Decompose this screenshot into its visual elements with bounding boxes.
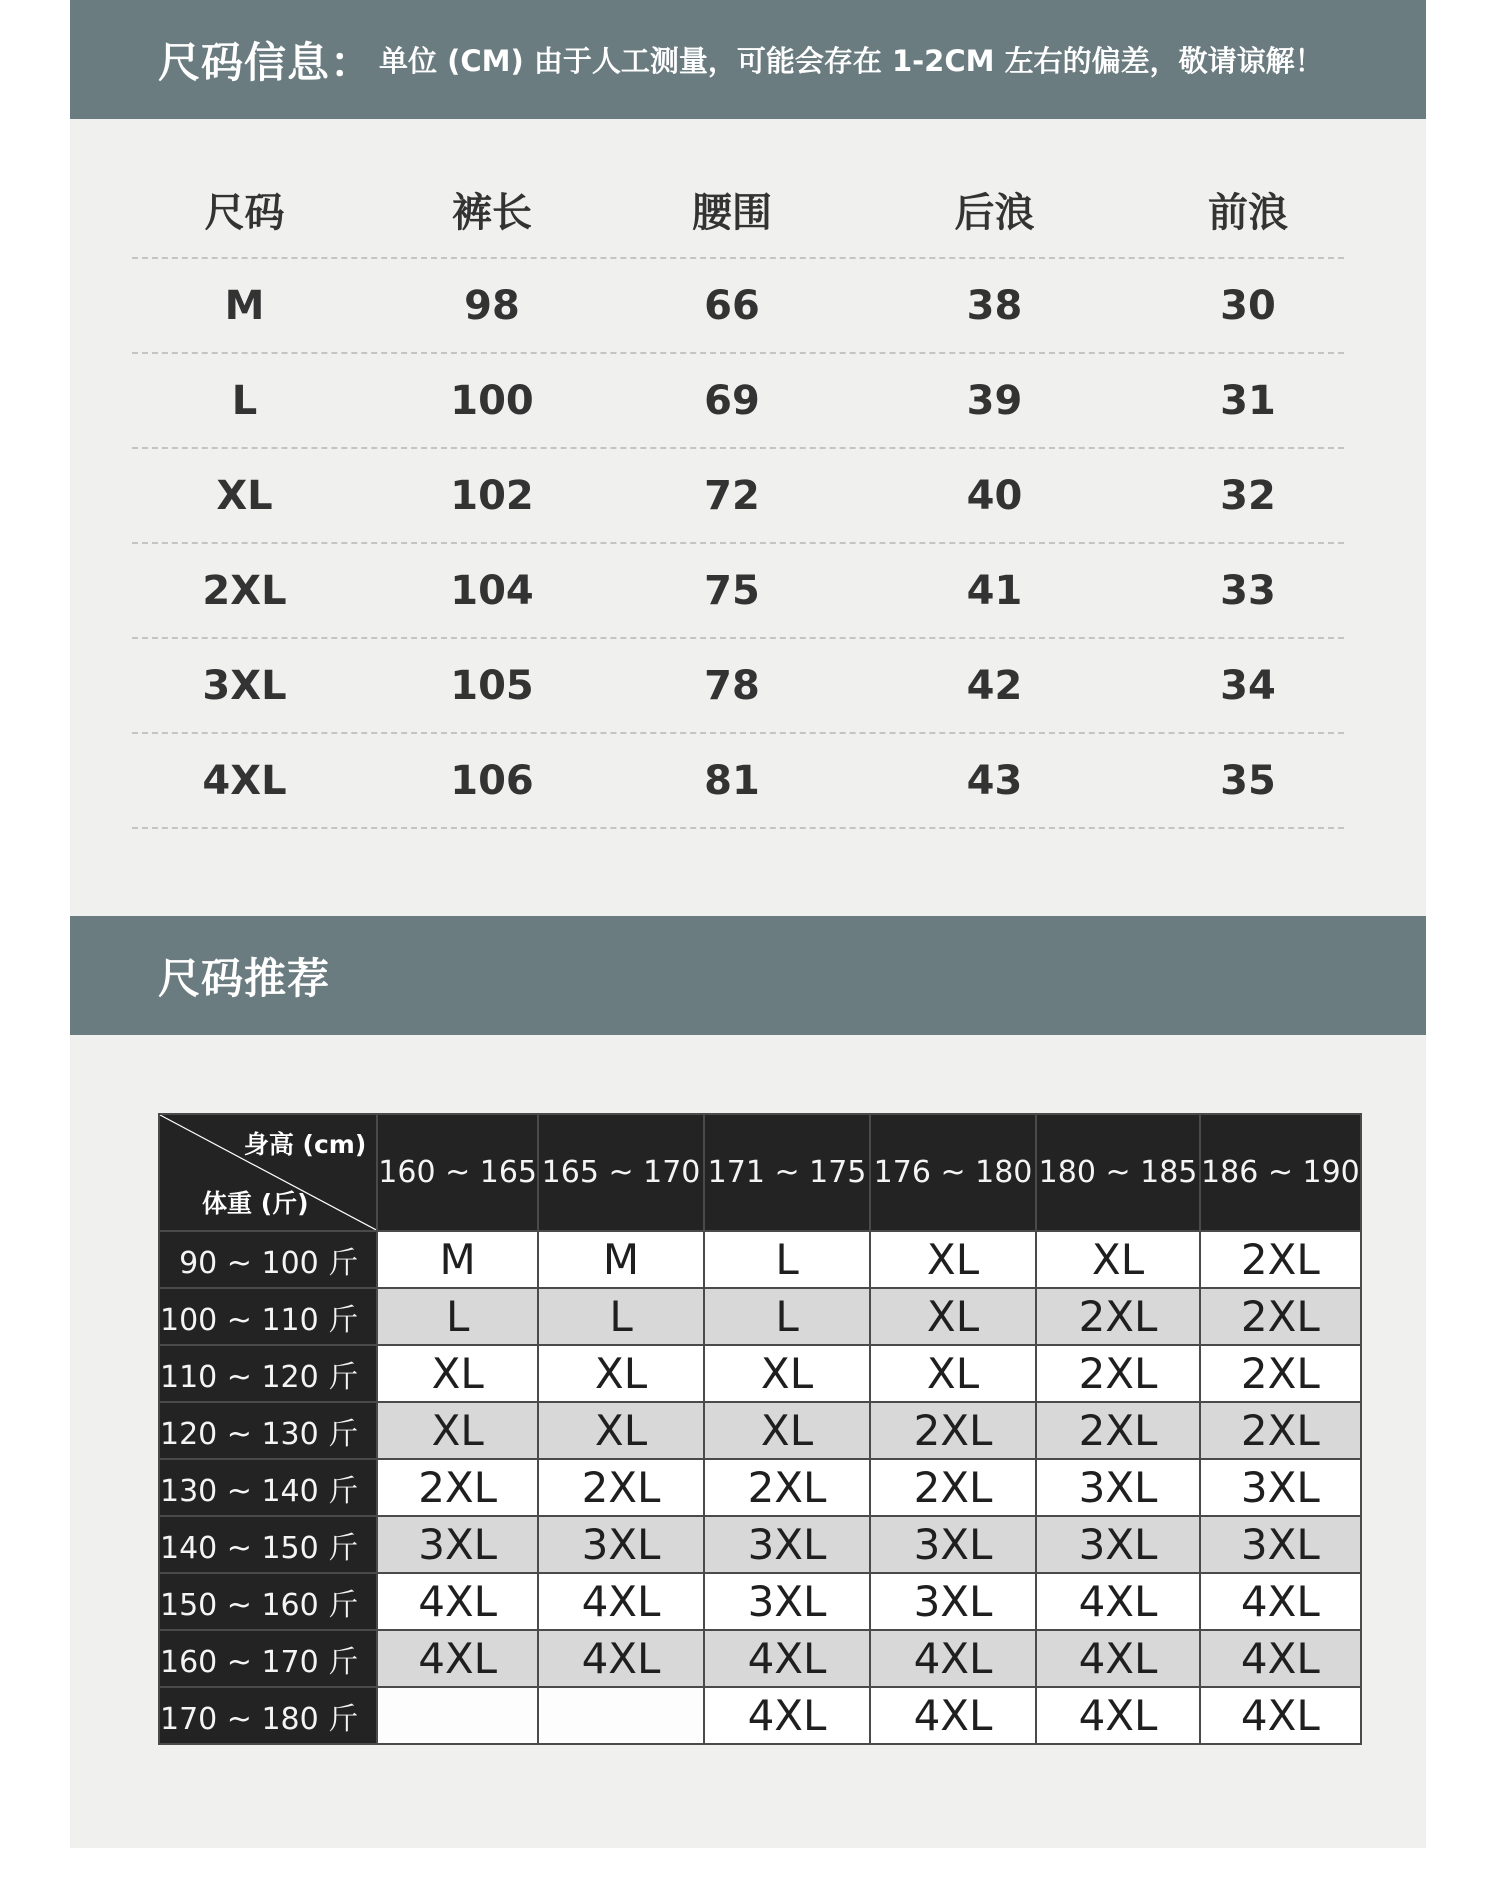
size-cell-front-rise: 33 [1220, 567, 1276, 614]
recommended-size-cell: 3XL [1036, 1516, 1200, 1573]
recommended-size-cell: 2XL [870, 1402, 1036, 1459]
recommended-size-cell: 3XL [1036, 1459, 1200, 1516]
recommended-size-cell: XL [538, 1345, 704, 1402]
size-info-table [132, 162, 1344, 829]
size-cell-size: XL [216, 472, 273, 519]
recommended-size-cell: 3XL [704, 1573, 870, 1630]
recommended-size-cell: L [704, 1288, 870, 1345]
size-cell-front-rise: 32 [1220, 472, 1276, 519]
recommended-size-cell: 4XL [538, 1573, 704, 1630]
size-row [132, 734, 1344, 829]
corner-height-label: 身高 (cm) [243, 1130, 367, 1159]
weight-range-label: 140 ~ 150 斤 [159, 1516, 377, 1573]
size-cell-waist: 72 [704, 472, 760, 519]
recommended-size-cell: 4XL [1200, 1687, 1361, 1744]
recommended-size-cell: 2XL [377, 1459, 538, 1516]
recommended-size-cell: L [538, 1288, 704, 1345]
size-cell-pants-length: 106 [450, 757, 534, 804]
size-recommend-grid [158, 1113, 1362, 1745]
size-cell-pants-length: 104 [450, 567, 534, 614]
header-front-rise: 前浪 [1208, 190, 1288, 236]
height-header-row [159, 1114, 1361, 1231]
height-range-header: 165 ~ 170 [538, 1114, 704, 1231]
recommended-size-cell: 4XL [1036, 1687, 1200, 1744]
recommended-size-cell: 2XL [1200, 1231, 1361, 1288]
weight-range-label: 170 ~ 180 斤 [159, 1687, 377, 1744]
size-info-banner [70, 0, 1426, 119]
recommended-size-cell: XL [870, 1288, 1036, 1345]
recommended-size-cell: 3XL [870, 1573, 1036, 1630]
recommended-size-cell: 2XL [1036, 1402, 1200, 1459]
recommended-size-cell: 4XL [870, 1630, 1036, 1687]
header-waist: 腰围 [692, 190, 772, 236]
corner-cell [159, 1114, 377, 1231]
weight-range-label: 130 ~ 140 斤 [159, 1459, 377, 1516]
recommended-size-cell: XL [870, 1231, 1036, 1288]
weight-range-label: 120 ~ 130 斤 [159, 1402, 377, 1459]
size-recommend-panel [70, 916, 1426, 1848]
size-cell-waist: 81 [704, 757, 760, 804]
size-recommend-banner [70, 916, 1426, 1035]
weight-row [159, 1345, 1361, 1402]
weight-row [159, 1687, 1361, 1744]
size-row [132, 544, 1344, 639]
recommended-size-cell: M [377, 1231, 538, 1288]
size-cell-size: 3XL [202, 662, 287, 709]
weight-row [159, 1402, 1361, 1459]
recommended-size-cell: 4XL [704, 1630, 870, 1687]
size-cell-front-rise: 34 [1220, 662, 1276, 709]
weight-row [159, 1288, 1361, 1345]
weight-range-label: 110 ~ 120 斤 [159, 1345, 377, 1402]
recommended-size-cell: 2XL [1200, 1402, 1361, 1459]
size-row [132, 449, 1344, 544]
recommended-size-cell: 3XL [704, 1516, 870, 1573]
size-table-header [132, 162, 1344, 259]
size-cell-waist: 75 [704, 567, 760, 614]
recommended-size-cell: 3XL [1200, 1459, 1361, 1516]
weight-range-label: 90 ~ 100 斤 [159, 1231, 377, 1288]
size-cell-front-rise: 35 [1220, 757, 1276, 804]
weight-range-label: 150 ~ 160 斤 [159, 1573, 377, 1630]
size-cell-back-rise: 40 [966, 472, 1023, 519]
weight-row [159, 1231, 1361, 1288]
size-cell-size: M [224, 282, 265, 329]
recommended-size-cell: 4XL [377, 1630, 538, 1687]
size-cell-back-rise: 42 [966, 662, 1023, 709]
recommended-size-cell: M [538, 1231, 704, 1288]
recommended-size-cell: 2XL [538, 1459, 704, 1516]
size-cell-pants-length: 105 [450, 662, 534, 709]
recommended-size-cell: 2XL [1036, 1288, 1200, 1345]
weight-range-label: 160 ~ 170 斤 [159, 1630, 377, 1687]
height-range-header: 180 ~ 185 [1036, 1114, 1200, 1231]
recommended-size-cell: 4XL [1036, 1630, 1200, 1687]
recommended-size-cell: 3XL [377, 1516, 538, 1573]
recommended-size-cell: XL [377, 1402, 538, 1459]
recommended-size-cell: XL [870, 1345, 1036, 1402]
header-size: 尺码 [204, 190, 285, 236]
size-cell-waist: 78 [704, 662, 760, 709]
height-range-header: 186 ~ 190 [1200, 1114, 1361, 1231]
recommended-size-cell: 3XL [538, 1516, 704, 1573]
weight-row [159, 1516, 1361, 1573]
recommended-size-cell: XL [538, 1402, 704, 1459]
size-cell-size: 4XL [202, 757, 287, 804]
recommended-size-cell: 2XL [1200, 1345, 1361, 1402]
header-back-rise: 后浪 [954, 190, 1035, 236]
size-recommend-title: 尺码推荐 [158, 953, 331, 1003]
size-cell-size: 2XL [202, 567, 287, 614]
weight-row [159, 1459, 1361, 1516]
recommended-size-cell: L [704, 1231, 870, 1288]
size-info-title: 尺码信息： [158, 37, 374, 87]
recommended-size-cell: 4XL [870, 1687, 1036, 1744]
recommended-size-cell: L [377, 1288, 538, 1345]
recommended-size-cell: 4XL [538, 1630, 704, 1687]
size-row [132, 639, 1344, 734]
size-cell-front-rise: 30 [1220, 282, 1276, 329]
recommended-size-cell: 2XL [870, 1459, 1036, 1516]
size-row [132, 259, 1344, 354]
recommended-size-cell [538, 1687, 704, 1744]
recommended-size-cell: 3XL [870, 1516, 1036, 1573]
size-cell-size: L [231, 377, 258, 424]
recommended-size-cell: 2XL [1036, 1345, 1200, 1402]
recommended-size-cell [377, 1687, 538, 1744]
recommended-size-cell: XL [377, 1345, 538, 1402]
recommended-size-cell: XL [704, 1402, 870, 1459]
size-cell-back-rise: 38 [966, 282, 1023, 329]
weight-row [159, 1630, 1361, 1687]
recommended-size-cell: 4XL [1200, 1573, 1361, 1630]
height-range-header: 171 ~ 175 [704, 1114, 870, 1231]
size-info-note: 单位 (CM) 由于人工测量，可能会存在 1-2CM 左右的偏差，敬请谅解！ [379, 44, 1324, 78]
size-info-panel [70, 0, 1426, 916]
recommended-size-cell: 4XL [704, 1687, 870, 1744]
size-cell-front-rise: 31 [1220, 377, 1276, 424]
recommended-size-cell: 2XL [1200, 1288, 1361, 1345]
recommended-size-cell: XL [1036, 1231, 1200, 1288]
size-cell-pants-length: 100 [450, 377, 534, 424]
size-cell-back-rise: 41 [966, 567, 1023, 614]
size-cell-back-rise: 43 [966, 757, 1023, 804]
size-cell-back-rise: 39 [966, 377, 1023, 424]
weight-range-label: 100 ~ 110 斤 [159, 1288, 377, 1345]
size-cell-waist: 66 [704, 282, 760, 329]
size-cell-waist: 69 [704, 377, 760, 424]
recommended-size-cell: 4XL [1036, 1573, 1200, 1630]
size-row [132, 354, 1344, 449]
size-cell-pants-length: 102 [450, 472, 534, 519]
recommended-size-cell: 4XL [1200, 1630, 1361, 1687]
recommended-size-cell: XL [704, 1345, 870, 1402]
recommended-size-cell: 4XL [377, 1573, 538, 1630]
height-range-header: 160 ~ 165 [377, 1114, 538, 1231]
weight-row [159, 1573, 1361, 1630]
corner-weight-label: 体重 (斤) [202, 1189, 309, 1218]
header-pants-length: 裤长 [452, 190, 532, 236]
height-range-header: 176 ~ 180 [870, 1114, 1036, 1231]
size-cell-pants-length: 98 [464, 282, 520, 329]
recommended-size-cell: 2XL [704, 1459, 870, 1516]
recommended-size-cell: 3XL [1200, 1516, 1361, 1573]
